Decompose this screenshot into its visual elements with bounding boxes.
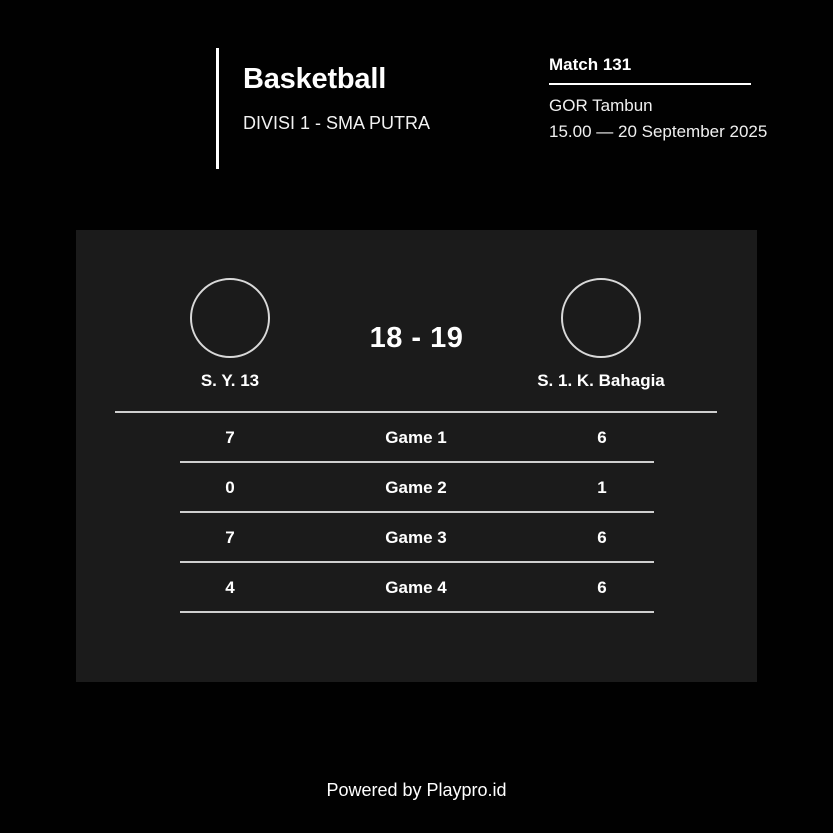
row-divider: [180, 611, 654, 613]
game-1-right-score: 6: [597, 428, 607, 447]
game-3-left-score: 7: [225, 528, 235, 547]
header: [0, 48, 833, 173]
team-right-logo-icon: [561, 278, 641, 358]
game-4-left-score: 4: [225, 578, 235, 597]
scorecard: [76, 230, 757, 682]
datetime-label: 15.00 — 20 September 2025: [549, 122, 768, 141]
match-info: [549, 55, 805, 142]
score-row: [76, 230, 757, 390]
table-row: [115, 463, 717, 513]
game-2-left-score: 0: [225, 478, 235, 497]
page-title: Basketball: [243, 63, 387, 95]
team-right: [521, 278, 681, 391]
title-block: [216, 48, 430, 169]
match-number: Match 131: [549, 55, 632, 74]
game-2-right-score: 1: [597, 478, 607, 497]
venue-label: GOR Tambun: [549, 96, 653, 115]
game-1-label: Game 1: [385, 428, 447, 447]
game-3-right-score: 6: [597, 528, 607, 547]
game-3-label: Game 3: [385, 528, 447, 547]
game-4-right-score: 6: [597, 578, 607, 597]
table-row: [115, 413, 717, 463]
team-right-name: S. 1. K. Bahagia: [537, 371, 665, 390]
match-divider: [549, 83, 751, 85]
team-left-name: S. Y. 13: [200, 371, 260, 390]
main-score: 18 - 19: [369, 322, 464, 354]
table-row: [115, 513, 717, 563]
division-label: DIVISI 1 - SMA PUTRA: [243, 113, 431, 133]
footer-credit: Powered by Playpro.id: [326, 780, 507, 800]
game-1-left-score: 7: [225, 428, 235, 447]
game-2-label: Game 2: [385, 478, 447, 497]
table-row: [115, 563, 717, 613]
games-table: [115, 411, 717, 613]
game-4-label: Game 4: [385, 578, 447, 597]
